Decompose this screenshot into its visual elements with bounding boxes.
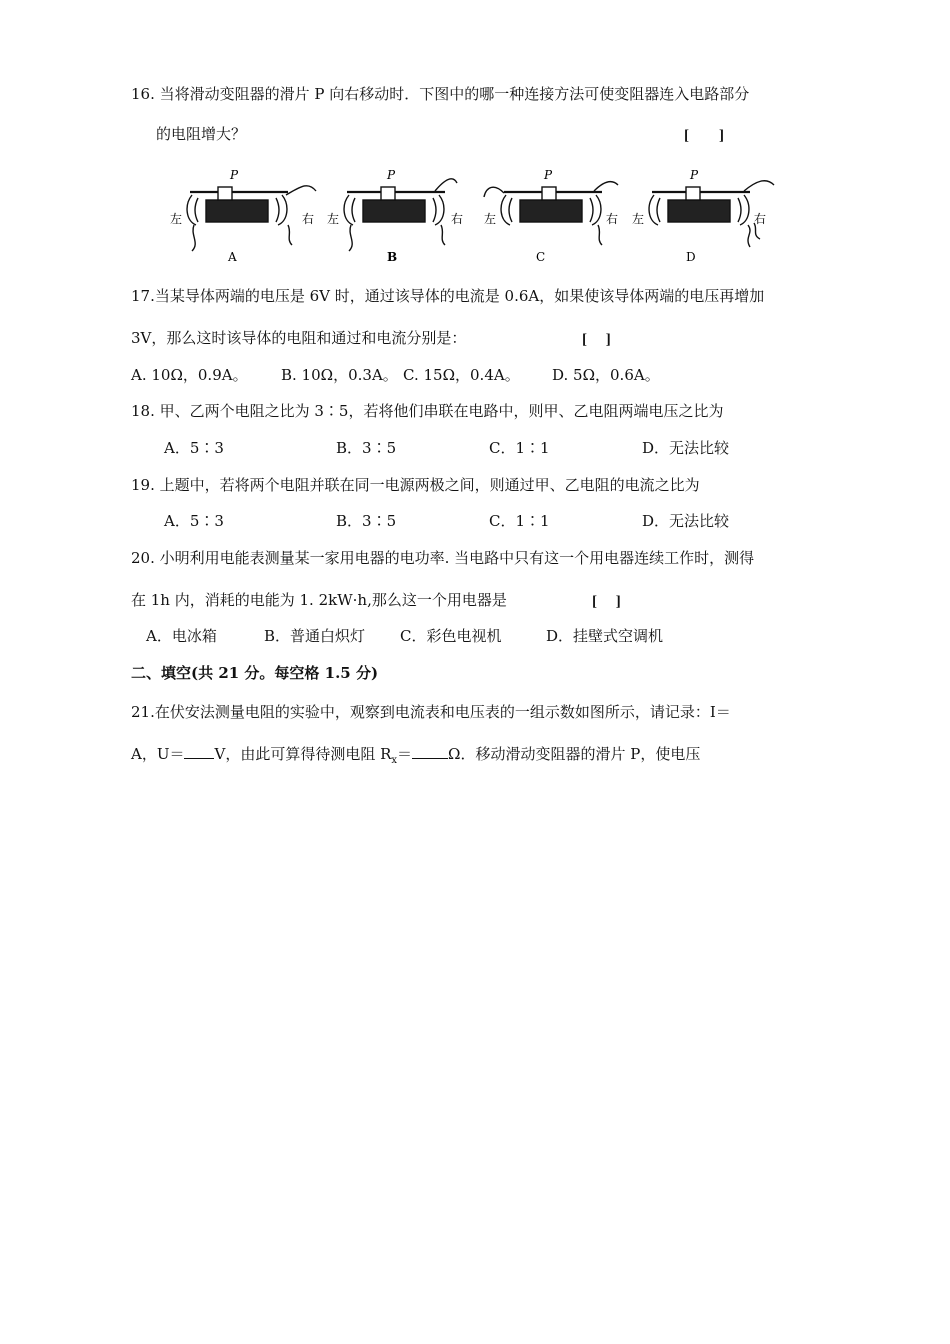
q19-line1: 19. 上题中，若将两个电阻并联在同一电源两极之间，则通过甲、乙电阻的电流之比为: [131, 476, 700, 494]
q17-option-a: A. 10Ω，0.9A。: [131, 366, 248, 384]
q21-text-part4: Ω．移动滑动变阻器的滑片 P，使电压: [448, 745, 701, 763]
q20-option-c: C．彩色电视机: [400, 627, 502, 645]
q17-option-c: C. 15Ω，0.4A。: [403, 366, 520, 384]
rheostat-figure-d: [630, 165, 780, 265]
slider-p-label: P: [544, 168, 553, 182]
q21-text-part2: V，由此可算得待测电阻 R: [214, 745, 392, 763]
q17-option-b: B. 10Ω，0.3A。: [281, 366, 398, 384]
q20-line1: 20. 小明利用电能表测量某一家用电器的电功率. 当电路中只有这一个用电器连续工作时，测得: [131, 549, 755, 567]
figure-letter: C: [536, 250, 546, 264]
q18-line1: 18. 甲、乙两个电阻之比为 3∶5，若将他们串联在电路中，则甲、乙电阻两端电压之比为: [131, 402, 724, 420]
q17-option-d: D. 5Ω，0.6A。: [552, 366, 660, 384]
slider-p-label: P: [230, 168, 239, 182]
right-label: 右: [606, 212, 619, 226]
q16-line1: 16. 当将滑动变阻器的滑片 P 向右移动时．下图中的哪一种连接方法可使变阻器连入电路部分: [131, 85, 750, 103]
figure-letter: B: [387, 250, 398, 264]
q16-answer-bracket: [ ]: [684, 128, 724, 144]
q21-line1: 21.在伏安法测量电阻的实验中，观察到电流表和电压表的一组示数如图所示，请记录：I＝: [131, 703, 731, 721]
q20-option-a: A．电冰箱: [146, 627, 217, 645]
q19-option-a: A．5∶3: [164, 512, 224, 530]
q18-option-c: C．1∶1: [489, 439, 550, 457]
q19-option-b: B．3∶5: [336, 512, 397, 530]
q17-line2: 3V，那么这时该导体的电阻和通过和电流分别是：: [131, 329, 467, 347]
q19-option-d: D．无法比较: [642, 512, 730, 530]
q20-line2: 在 1h 内，消耗的电能为 1. 2kW·h,那么这一个用电器是: [131, 591, 507, 609]
voltage-blank[interactable]: [184, 744, 214, 759]
left-label: 左: [327, 212, 340, 226]
resistance-blank[interactable]: [412, 744, 448, 759]
q20-option-d: D．挂壁式空调机: [546, 627, 664, 645]
resistance-subscript: x: [391, 755, 398, 766]
slider-p-label: P: [690, 168, 699, 182]
right-label: 右: [302, 212, 315, 226]
q18-option-d: D．无法比较: [642, 439, 730, 457]
figure-letter: A: [228, 250, 237, 264]
figure-letter: D: [686, 250, 696, 264]
slider-p-label: P: [387, 168, 396, 182]
left-label: 左: [484, 212, 497, 226]
q21-text-part3: ＝: [397, 745, 413, 763]
rheostat-figure-b: [325, 165, 475, 265]
q20-answer-bracket: [ ]: [592, 594, 621, 610]
q17-line1: 17.当某导体两端的电压是 6V 时，通过该导体的电流是 0.6A，如果使该导体两端的电压再增加: [131, 287, 765, 305]
rheostat-figure-c: [482, 165, 632, 265]
section-heading: 二、填空(共 21 分。每空格 1.5 分): [131, 664, 379, 682]
right-label: 右: [754, 212, 767, 226]
q18-option-a: A．5∶3: [164, 439, 224, 457]
left-label: 左: [170, 212, 183, 226]
q20-option-b: B．普通白炽灯: [264, 627, 366, 645]
q19-option-c: C．1∶1: [489, 512, 550, 530]
q16-line2: 的电阻增大？: [156, 125, 247, 143]
right-label: 右: [451, 212, 464, 226]
q21-text-part1: A，U＝: [131, 745, 185, 763]
q17-answer-bracket: [ ]: [582, 332, 611, 348]
rheostat-figure-a: [168, 165, 318, 265]
q21-line2: [131, 744, 700, 771]
left-label: 左: [632, 212, 645, 226]
q18-option-b: B．3∶5: [336, 439, 397, 457]
